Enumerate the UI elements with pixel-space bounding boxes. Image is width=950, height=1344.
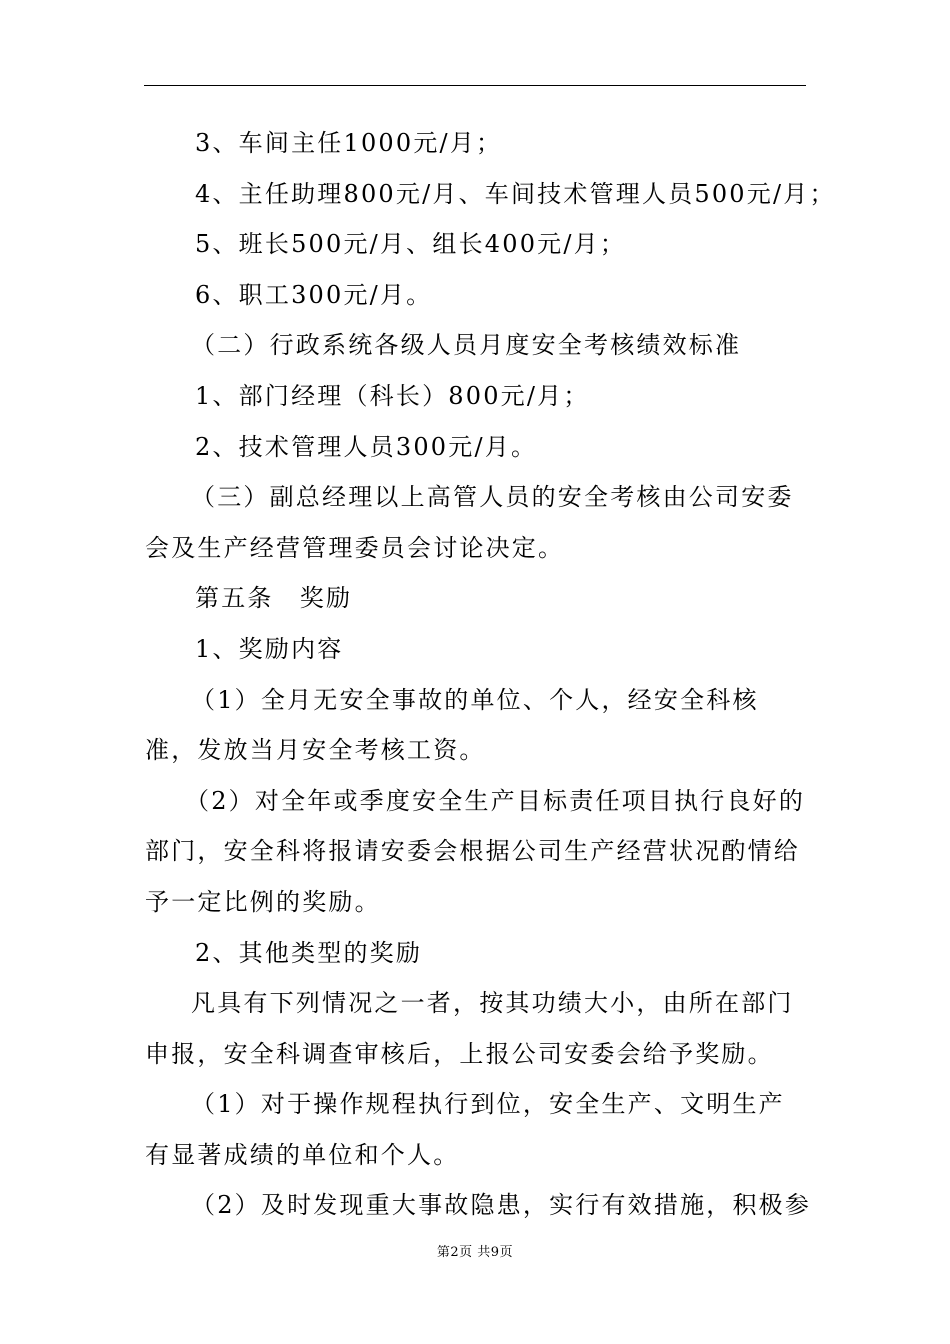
paragraph: （2）及时发现重大事故隐患，实行有效措施，积极参 bbox=[191, 1191, 812, 1220]
paragraph: 3、车间主任1000元/月； bbox=[195, 129, 503, 157]
paragraph: 1、部门经理（科长）800元/月； bbox=[195, 381, 590, 410]
paragraph: 6、职工300元/月。 bbox=[195, 280, 433, 309]
paragraph: （1）全月无安全事故的单位、个人，经安全科核准，发放当月安全考核工资。 bbox=[145, 685, 759, 765]
document-body bbox=[145, 118, 836, 1231]
paragraph: （1）对于操作规程执行到位，安全生产、文明生产有显著成绩的单位和个人。 bbox=[145, 1090, 785, 1169]
paragraph: 4、主任助理800元/月、车间技术管理人员500元/月； bbox=[195, 179, 836, 208]
paragraph: 2、技术管理人员300元/月。 bbox=[195, 432, 538, 461]
paragraph: （2）对全年或季度安全生产目标责任项目执行良好的部门，安全科将报请安委会根据公司生产经营状况酌情给予一定比例的奖励。 bbox=[145, 786, 806, 916]
paragraph: （三）副总经理以上高管人员的安全考核由公司安委会及生产经营管理委员会讨论决定。 bbox=[145, 483, 794, 562]
paragraph: 2、其他类型的奖励 bbox=[195, 938, 423, 967]
section-heading: （二）行政系统各级人员月度安全考核绩效标准 bbox=[191, 331, 742, 360]
page-footer: 第2页 共9页 bbox=[436, 1245, 514, 1260]
paragraph: 5、班长500元/月、组长400元/月； bbox=[195, 230, 627, 259]
paragraph: 凡具有下列情况之一者，按其功绩大小，由所在部门申报，安全科调查审核后，上报公司安委会给予奖励。 bbox=[145, 989, 794, 1068]
article-heading: 第五条 奖励 bbox=[195, 584, 353, 613]
paragraph: 1、奖励内容 bbox=[195, 634, 344, 663]
header-rule bbox=[144, 85, 806, 86]
